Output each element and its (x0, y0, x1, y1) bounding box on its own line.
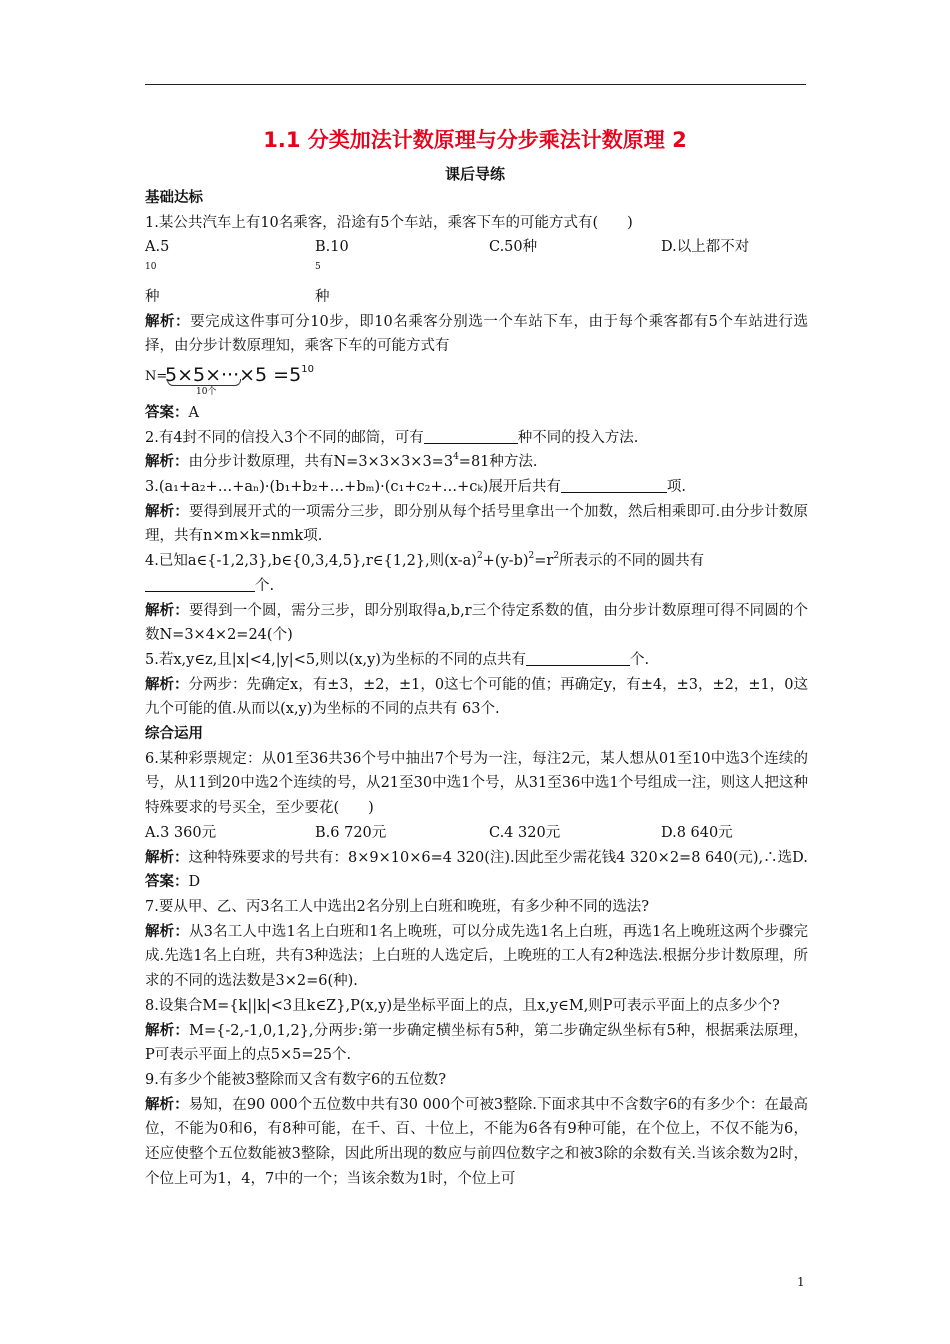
question-3-stem: 3.(a₁+a₂+…+aₙ)·(b₁+b₂+…+bₘ)·(c₁+c₂+…+cₖ)展开后共有 项. (145, 479, 686, 496)
option-b: B.105种 (315, 239, 349, 305)
question-6-answer: 答案：D (145, 873, 201, 891)
answer-blank (145, 577, 255, 592)
question-7-analysis: 解析：从3名工人中选1名上白班和1名上晚班，可以分成先选1名上白班，再选1名上晚班这两个步骤完成.先选1名上白班，共有3种选法；上白班的人选定后，上晚班的工人有2种选法.根据分步计数原理，所求的不同的选法数是3×2=6(种). (145, 922, 809, 990)
answer-blank (424, 429, 518, 444)
question-6-stem: 6.某种彩票规定：从01至36共36个号中抽出7个号为一注，每注2元，某人想从01至10中选3个连续的号，从11到20中选2个连续的号，从21至30中选1个号，从31至36中选1个号组成一注，则这人把这种特殊要求的号买全，至少要花( ) (145, 750, 808, 817)
document-subtitle: 课后导练 (444, 165, 505, 183)
question-5-analysis: 解析：分两步：先确定x，有±3，±2，±1，0这七个可能的值；再确定y，有±4，±3，±2，±1，0这九个可能的值.从而以(x,y)为坐标的不同的点共有 63个. (145, 675, 808, 718)
question-1-formula: N= $5\times 5\times\cdot\cdot\cdot\times 5 =5^{10}$ 10个 (145, 363, 314, 397)
document-title: 1.1 分类加法计数原理与分步乘法计数原理 2 (263, 128, 687, 152)
document-body (145, 186, 808, 1191)
question-5-stem: 5.若x,y∈z,且|x|<4,|y|<5,则以(x,y)为坐标的不同的点共有 个. (145, 651, 650, 668)
option-b: B.6 720元 (315, 824, 387, 841)
underbrace (167, 379, 241, 386)
question-8-analysis: 解析：M={-2,-1,0,1,2},分两步:第一步确定横坐标有5种，第二步确定纵坐标有5种，根据乘法原理，P可表示平面上的点5×5=25个. (145, 1021, 808, 1064)
option-a: A.3 360元 (145, 824, 217, 841)
answer-blank (561, 478, 667, 493)
question-2-analysis: 解析：由分步计数原理，共有$N=3\times 3\times 3\times 3=3^4=81$种方法. (145, 452, 538, 471)
question-6-analysis: 解析：这种特殊要求的号共有：8×9×10×6=4 320(注).因此至少需花钱4 320×2=8 640(元),∴选D. (145, 848, 808, 866)
question-9-analysis: 解析：易知，在90 000个五位数中共有30 000个可被3整除.下面求其中不含数字6的有多少个：在最高位，不能为0和6，有8种可能，在千、百、十位上，不能为6各有9种可能，在个位上，不仅不能为6，还应使整个五位数能被3整除，因此所出现的数应与前四位数字之和被3除的余数有关.当该余数为2时，个位上可为1，4，7中的一个；当该余数为1时，个位上可 (145, 1095, 809, 1187)
option-d: D.8 640元 (661, 824, 733, 841)
question-1-stem: 1.某公共汽车上有10名乘客，沿途有5个车站，乘客下车的可能方式有( ) (145, 214, 633, 231)
section-heading-basic: 基础达标 (145, 189, 203, 206)
question-1-analysis: 解析：要完成这件事可分10步，即10名乘客分别选一个车站下车，由于每个乘客都有5个车站进行选择，由分步计数原理知，乘客下车的可能方式有 (145, 312, 808, 355)
option-d: D.以上都不对 (661, 239, 750, 256)
question-2-stem: 2.有4封不同的信投入3个不同的邮筒，可有 种不同的投入方法. (145, 429, 639, 446)
question-4-stem: 4.已知a∈{-1,2,3},b∈{0,3,4,5},r∈{1,2},则$(x-a)^2+(y-b)^2=r^2$所表示的不同的圆共有 个. (145, 551, 705, 594)
question-6-options (145, 821, 808, 846)
option-c: C.50种 (489, 239, 538, 256)
question-4-analysis: 解析：要得到一个圆，需分三步，即分别取得a,b,r三个待定系数的值，由分步计数原理可得不同圆的个数N=3×4×2=24(个) (145, 601, 809, 644)
question-1-answer: 答案：A (145, 403, 199, 421)
question-1-options (145, 235, 808, 309)
option-a: A.510种 (145, 239, 170, 305)
answer-blank (526, 651, 630, 666)
page-number: 1 (797, 1275, 805, 1289)
question-7-stem: 7.要从甲、乙、丙3名工人中选出2名分别上白班和晚班，有多少种不同的选法? (145, 898, 650, 915)
question-3-analysis: 解析：要得到展开式的一项需分三步，即分别从每个括号里拿出一个加数，然后相乘即可.由分步计数原理，共有n×m×k=nmk项. (145, 502, 809, 545)
option-c: C.4 320元 (489, 824, 561, 841)
question-8-stem: 8.设集合M={k||k|<3且k∈Z},P(x,y)是坐标平面上的点，且x,y∈M,则P可表示平面上的点多少个? (145, 997, 780, 1014)
header-rule (145, 84, 806, 85)
question-9-stem: 9.有多少个能被3整除而又含有数字6的五位数? (145, 1071, 447, 1088)
section-heading-comprehensive: 综合运用 (145, 725, 203, 743)
